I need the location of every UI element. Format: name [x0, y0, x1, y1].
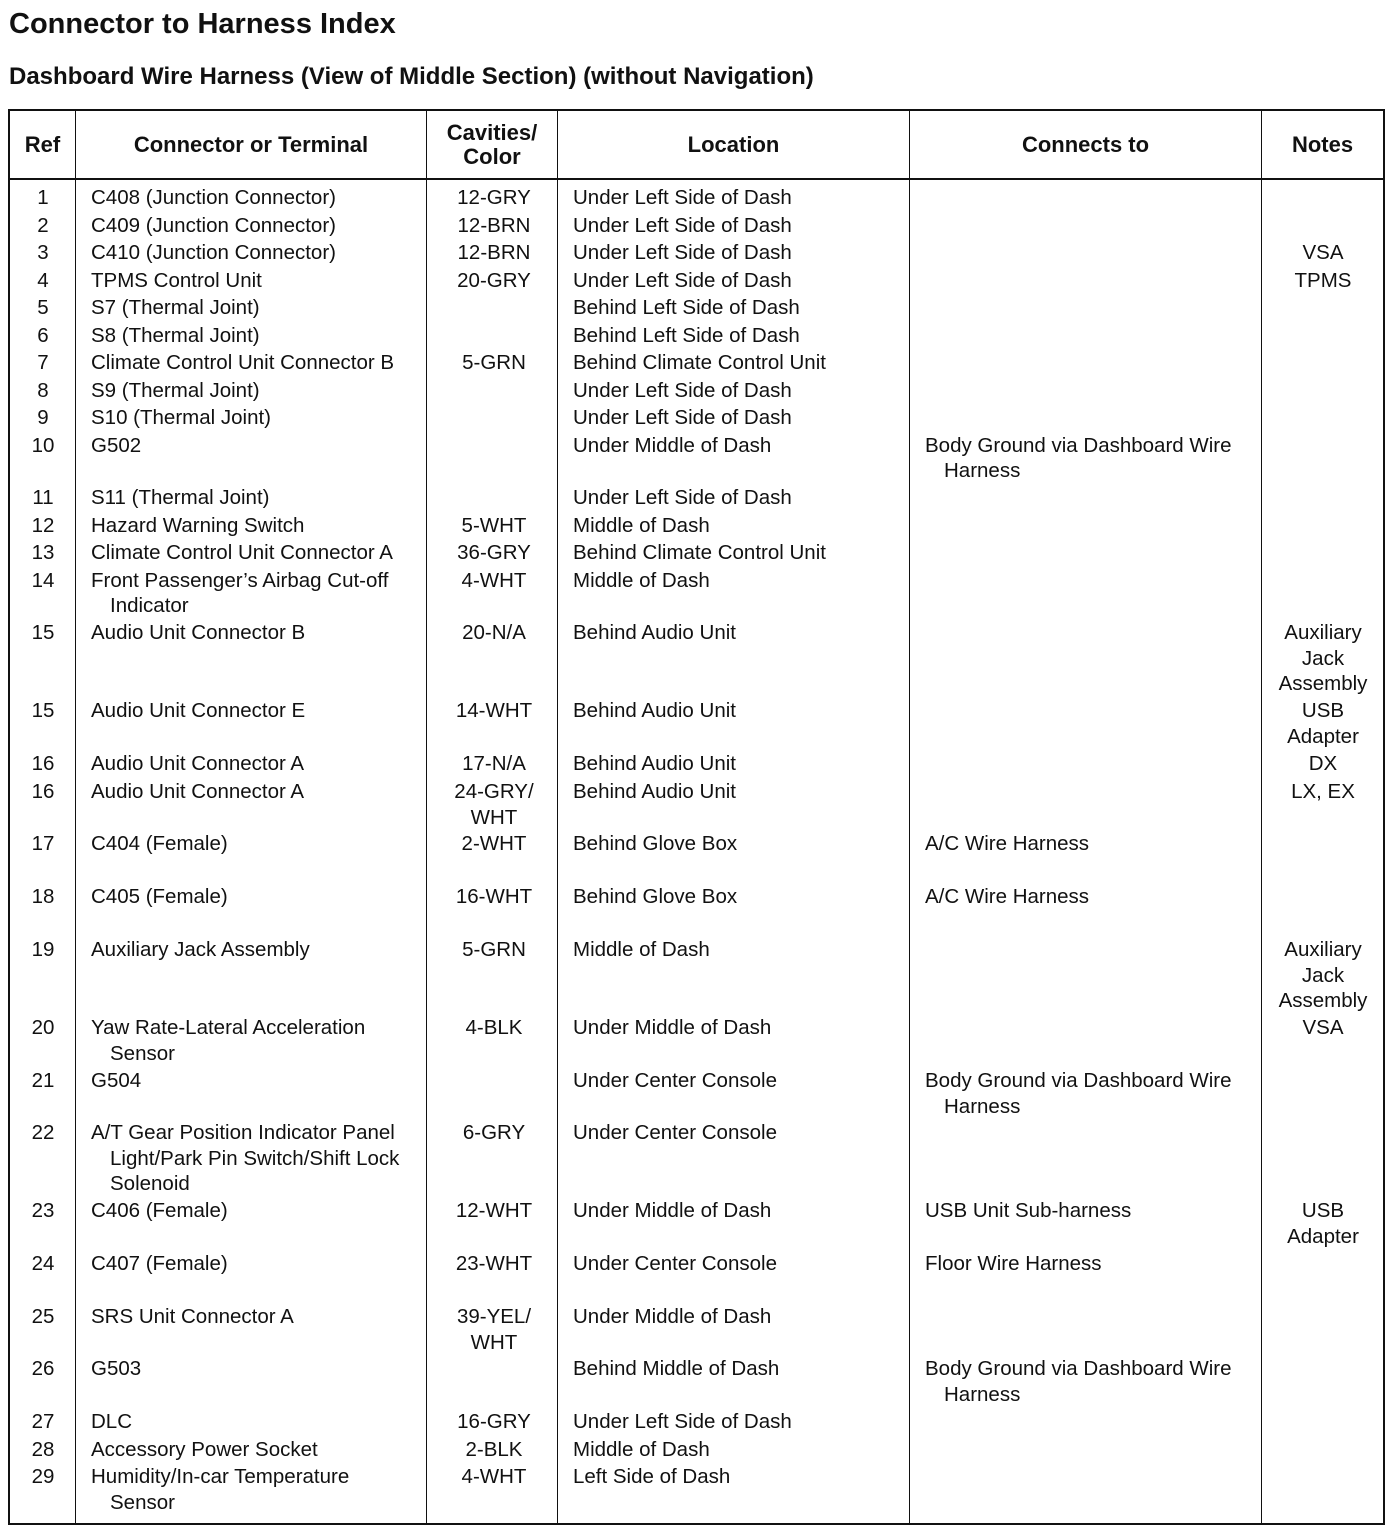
row-connector: Front Passenger’s Airbag Cut-off Indicator: [91, 568, 389, 617]
row-ref: 27: [31, 1410, 55, 1433]
row-connector: TPMS Control Unit: [91, 268, 262, 292]
row-cavities: 17-N/A: [462, 752, 526, 775]
row-cavities: 20-N/A: [462, 621, 526, 644]
header-ref: Ref: [24, 131, 61, 157]
row-ref: 16: [31, 780, 55, 803]
row-connector: Climate Control Unit Connector A: [91, 541, 393, 564]
row-cavities: 4-WHT: [461, 568, 527, 592]
row-ref: 24: [31, 1252, 55, 1275]
row-ref: 13: [31, 541, 55, 564]
row-connects-to: Floor Wire Harness: [925, 1252, 1102, 1275]
row-connector: Accessory Power Socket: [91, 1437, 318, 1461]
row-cavities: 12-BRN: [457, 213, 531, 237]
row-location: Middle of Dash: [573, 938, 710, 961]
row-connector: A/T Gear Position Indicator Panel Light/Park Pin Switch/Shift Lock Solenoid: [91, 1121, 400, 1195]
row-location: Under Left Side of Dash: [573, 213, 792, 237]
row-connector: G502: [91, 433, 142, 457]
row-connector: C404 (Female): [91, 832, 228, 855]
row-location: Behind Audio Unit: [573, 699, 736, 722]
row-connector: Hazard Warning Switch: [91, 513, 305, 537]
row-cavities: 16-WHT: [455, 885, 533, 908]
page-subtitle: Dashboard Wire Harness (View of Middle Section) (without Navigation): [9, 63, 814, 90]
row-ref: 28: [31, 1437, 55, 1461]
row-cavities: 12-GRY: [457, 186, 531, 209]
row-cavities: 20-GRY: [457, 268, 531, 292]
row-connector: Auxiliary Jack Assembly: [91, 938, 310, 961]
row-connector: C410 (Junction Connector): [91, 241, 336, 264]
row-connector: S10 (Thermal Joint): [91, 406, 272, 429]
row-ref: 22: [31, 1121, 55, 1144]
row-ref: 12: [31, 513, 55, 537]
row-connector: G504: [91, 1069, 142, 1092]
row-ref: 20: [31, 1016, 55, 1039]
row-ref: 23: [31, 1199, 55, 1222]
row-cavities: 5-GRN: [462, 351, 526, 374]
header-connects-to: Connects to: [1021, 131, 1150, 157]
row-notes: USB Adapter: [1287, 1199, 1359, 1248]
row-ref: 18: [31, 885, 55, 908]
row-ref: 3: [37, 241, 49, 264]
row-location: Behind Glove Box: [573, 832, 738, 855]
row-connector: Audio Unit Connector A: [91, 780, 305, 803]
row-location: Under Left Side of Dash: [573, 186, 792, 209]
row-ref: 1: [37, 186, 49, 209]
row-connector: S7 (Thermal Joint): [91, 296, 260, 319]
row-connects-to: A/C Wire Harness: [925, 885, 1090, 908]
row-location: Under Left Side of Dash: [573, 1410, 792, 1433]
row-cavities: 4-WHT: [461, 1465, 527, 1488]
row-cavities: 36-GRY: [457, 541, 531, 564]
row-location: Under Center Console: [573, 1252, 777, 1275]
row-connector: S8 (Thermal Joint): [91, 323, 260, 347]
row-connector: C407 (Female): [91, 1252, 228, 1275]
row-ref: 25: [31, 1305, 55, 1328]
row-location: Behind Climate Control Unit: [573, 541, 826, 564]
row-location: Middle of Dash: [573, 568, 710, 592]
row-connector: S11 (Thermal Joint): [91, 486, 270, 509]
row-location: Under Middle of Dash: [573, 433, 772, 457]
row-connector: Climate Control Unit Connector B: [91, 351, 395, 374]
row-connects-to: A/C Wire Harness: [925, 832, 1090, 855]
row-connector: Audio Unit Connector B: [91, 621, 306, 644]
row-cavities: 39-YEL/ WHT: [456, 1305, 532, 1354]
row-ref: 5: [37, 296, 49, 319]
row-ref: 11: [32, 486, 54, 509]
row-location: Behind Audio Unit: [573, 752, 736, 775]
column-divider: [1261, 111, 1262, 1523]
row-ref: 8: [37, 378, 49, 402]
row-connector: Audio Unit Connector A: [91, 752, 305, 775]
row-location: Behind Audio Unit: [573, 780, 736, 803]
row-ref: 14: [31, 568, 55, 592]
row-connector: Yaw Rate-Lateral Acceleration Sensor: [91, 1016, 366, 1065]
row-notes: VSA: [1302, 1016, 1344, 1039]
row-ref: 15: [31, 621, 55, 644]
row-ref: 10: [31, 433, 55, 457]
row-location: Under Left Side of Dash: [573, 486, 792, 509]
row-ref: 19: [31, 938, 55, 961]
row-connector: Audio Unit Connector E: [91, 699, 306, 722]
row-notes: LX, EX: [1291, 780, 1355, 803]
row-location: Under Middle of Dash: [573, 1305, 772, 1328]
row-cavities: 24-GRY/ WHT: [454, 780, 534, 829]
row-notes: Auxiliary Jack Assembly: [1278, 938, 1368, 1012]
row-ref: 2: [37, 213, 49, 237]
row-connects-to: Body Ground via Dashboard Wire Harness: [925, 433, 1232, 482]
row-connector: Humidity/In-car Temperature Sensor: [91, 1465, 350, 1514]
row-location: Behind Middle of Dash: [573, 1357, 780, 1380]
row-location: Middle of Dash: [573, 1437, 710, 1461]
row-location: Behind Climate Control Unit: [573, 351, 826, 374]
row-cavities: 12-BRN: [457, 241, 531, 264]
row-notes: DX: [1308, 752, 1338, 775]
row-cavities: 2-WHT: [461, 832, 527, 855]
row-ref: 9: [37, 406, 49, 429]
row-cavities: 23-WHT: [455, 1252, 533, 1275]
row-connects-to: Body Ground via Dashboard Wire Harness: [925, 1357, 1232, 1406]
row-location: Under Middle of Dash: [573, 1199, 772, 1222]
row-cavities: 6-GRY: [462, 1121, 526, 1144]
row-connector: C406 (Female): [91, 1199, 228, 1222]
row-cavities: 2-BLK: [465, 1437, 523, 1461]
header-cavities: Cavities/ Color: [446, 119, 538, 169]
row-connects-to: Body Ground via Dashboard Wire Harness: [925, 1069, 1232, 1118]
row-cavities: 4-BLK: [465, 1016, 523, 1039]
row-connector: S9 (Thermal Joint): [91, 378, 260, 402]
row-cavities: 5-GRN: [462, 938, 526, 961]
row-location: Behind Left Side of Dash: [573, 323, 800, 347]
row-notes: TPMS: [1294, 268, 1352, 292]
row-notes: Auxiliary Jack Assembly: [1278, 621, 1368, 695]
row-location: Under Left Side of Dash: [573, 241, 792, 264]
header-divider: [10, 178, 1383, 180]
row-location: Under Left Side of Dash: [573, 268, 792, 292]
row-cavities: 16-GRY: [457, 1410, 531, 1433]
row-location: Under Left Side of Dash: [573, 378, 792, 402]
row-notes: USB Adapter: [1287, 699, 1359, 748]
row-ref: 29: [31, 1465, 55, 1488]
row-cavities: 5-WHT: [461, 513, 527, 537]
row-connector: C408 (Junction Connector): [91, 186, 336, 209]
row-ref: 16: [31, 752, 55, 775]
row-location: Under Center Console: [573, 1121, 777, 1144]
row-ref: 4: [37, 268, 49, 292]
row-ref: 15: [31, 699, 55, 722]
row-location: Behind Audio Unit: [573, 621, 736, 644]
row-location: Under Middle of Dash: [573, 1016, 772, 1039]
row-location: Behind Glove Box: [573, 885, 738, 908]
header-connector: Connector or Terminal: [133, 131, 369, 157]
row-cavities: 12-WHT: [455, 1199, 533, 1222]
row-ref: 26: [31, 1357, 55, 1380]
row-location: Left Side of Dash: [573, 1465, 731, 1488]
header-location: Location: [687, 131, 780, 157]
row-connector: SRS Unit Connector A: [91, 1305, 294, 1328]
row-location: Middle of Dash: [573, 513, 710, 537]
header-notes: Notes: [1291, 131, 1354, 157]
row-location: Under Left Side of Dash: [573, 406, 792, 429]
row-ref: 7: [37, 351, 49, 374]
row-connector: C409 (Junction Connector): [91, 213, 336, 237]
row-location: Behind Left Side of Dash: [573, 296, 800, 319]
row-connector: G503: [91, 1357, 142, 1380]
row-connector: C405 (Female): [91, 885, 228, 908]
row-ref: 21: [31, 1069, 55, 1092]
row-ref: 17: [31, 832, 55, 855]
row-cavities: 14-WHT: [455, 699, 533, 722]
connector-index-table: [8, 109, 1385, 1525]
row-connects-to: USB Unit Sub-harness: [925, 1199, 1132, 1222]
row-connector: DLC: [91, 1410, 133, 1433]
row-ref: 6: [37, 323, 49, 347]
row-location: Under Center Console: [573, 1069, 777, 1092]
row-notes: VSA: [1302, 241, 1344, 264]
page-title: Connector to Harness Index: [9, 8, 396, 40]
